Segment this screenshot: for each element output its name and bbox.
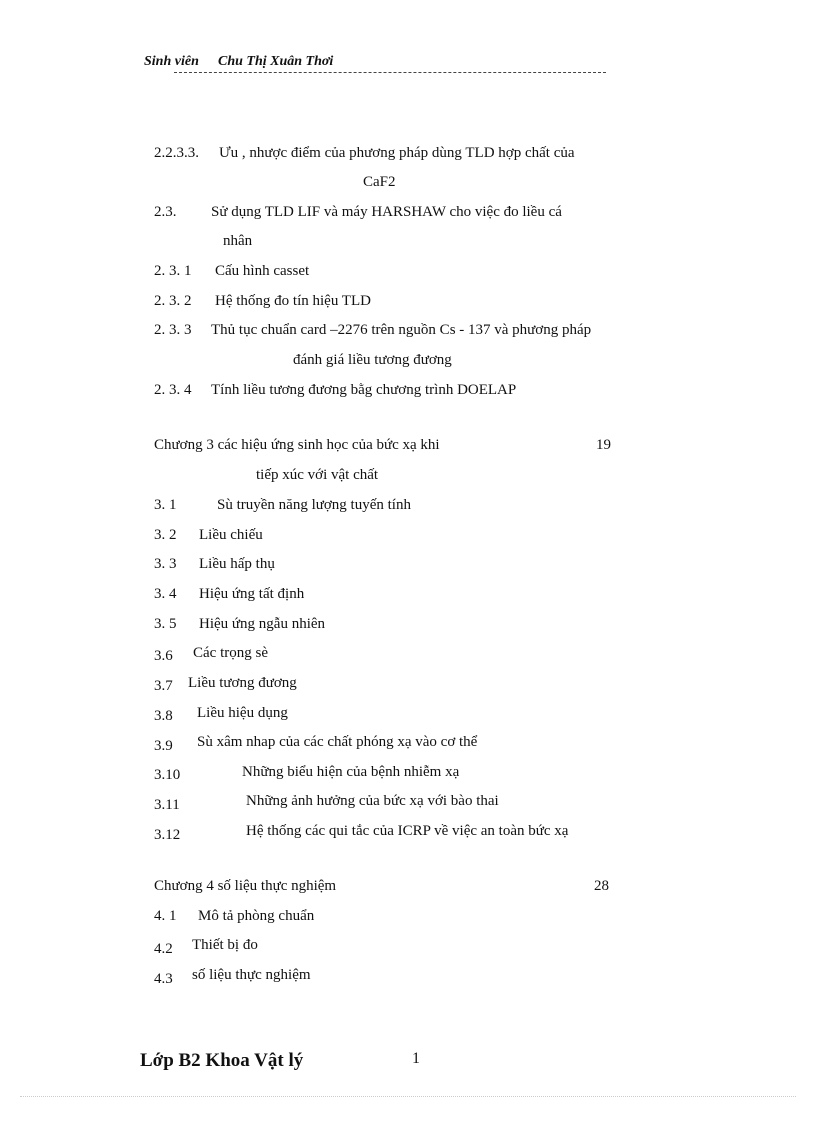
toc-title-continued: nhân — [223, 233, 253, 249]
toc-title: Cấu hình casset — [215, 263, 310, 279]
chapter-title-continued: tiếp xúc với vật chất — [256, 467, 379, 483]
toc-number: 2.2.3.3. — [154, 145, 199, 161]
toc-title: Hiệu ứng ngẫu nhiên — [199, 616, 326, 632]
toc-number: 3.7 — [154, 678, 173, 694]
toc-number: 2. 3. 3 — [154, 322, 192, 338]
footer-class-label: Lớp B2 Khoa Vật lý — [140, 1050, 304, 1071]
header-divider — [174, 72, 606, 73]
toc-number: 3.10 — [154, 767, 181, 783]
toc-title: Ưu , nhược điểm của phương pháp dùng TLD hợp chất của — [219, 145, 575, 161]
student-name: Chu Thị Xuân Thơi — [218, 54, 334, 69]
page-bottom-border — [20, 1096, 796, 1097]
toc-number: 3.12 — [154, 827, 181, 843]
toc-number: 3. 2 — [154, 527, 177, 543]
toc-number: 3.8 — [154, 708, 173, 724]
toc-number: 3.9 — [154, 738, 173, 754]
toc-title: Sử dụng TLD LIF và máy HARSHAW cho việc đo liều cá — [211, 204, 562, 220]
toc-title-continued: đánh giá liều tương đương — [293, 352, 452, 368]
toc-title: Thủ tục chuẩn card –2276 trên nguồn Cs - 137 và phương pháp — [211, 322, 592, 338]
toc-title: số liệu thực nghiệm — [192, 967, 311, 983]
toc-title-continued: CaF2 — [363, 174, 396, 190]
toc-title: Sù xâm nhap của các chất phóng xạ vào cơ thể — [197, 734, 478, 750]
toc-number: 4.3 — [154, 971, 173, 987]
toc-number: 3.6 — [154, 648, 173, 664]
toc-number: 3. 5 — [154, 616, 177, 632]
toc-title: Tính liều tương đương bằg chương trình DOELAP — [211, 382, 517, 398]
page-number: 1 — [412, 1050, 420, 1067]
toc-number: 4. 1 — [154, 908, 177, 924]
toc-title: Hệ thống đo tín hiệu TLD — [215, 293, 371, 309]
chapter-title: Chương 3 các hiệu ứng sinh học của bức xạ khi — [154, 437, 440, 453]
toc-title: Hiệu ứng tất định — [199, 586, 305, 602]
header-label: Sinh viên — [144, 54, 199, 69]
toc-title: Hệ thống các qui tắc của ICRP về việc an toàn bức xạ — [246, 823, 569, 839]
toc-title: Những biểu hiện của bệnh nhiễm xạ — [242, 764, 460, 780]
toc-number: 2. 3. 2 — [154, 293, 192, 309]
toc-title: Liều hấp thụ — [199, 556, 275, 572]
toc-title: Các trọng sè — [193, 645, 268, 661]
chapter-page-number: 28 — [594, 878, 609, 894]
toc-number: 2. 3. 1 — [154, 263, 192, 279]
toc-number: 3. 4 — [154, 586, 177, 602]
toc-title: Mô tả phòng chuẩn — [198, 908, 315, 924]
toc-number: 3. 3 — [154, 556, 177, 572]
toc-title: Liều chiếu — [199, 527, 263, 543]
toc-title: Liều hiệu dụng — [197, 705, 288, 721]
toc-title: Những ảnh hưởng của bức xạ với bào thai — [246, 793, 499, 809]
toc-title: Sù truyền năng lượng tuyến tính — [217, 497, 411, 513]
toc-number: 4.2 — [154, 941, 173, 957]
toc-number: 3.11 — [154, 797, 180, 813]
toc-title: Liều tương đương — [188, 675, 297, 691]
chapter-title: Chương 4 số liệu thực nghiệm — [154, 878, 337, 894]
toc-number: 3. 1 — [154, 497, 177, 513]
toc-number: 2. 3. 4 — [154, 382, 192, 398]
chapter-page-number: 19 — [596, 437, 611, 453]
toc-title: Thiết bị đo — [192, 937, 258, 953]
toc-number: 2.3. — [154, 204, 177, 220]
